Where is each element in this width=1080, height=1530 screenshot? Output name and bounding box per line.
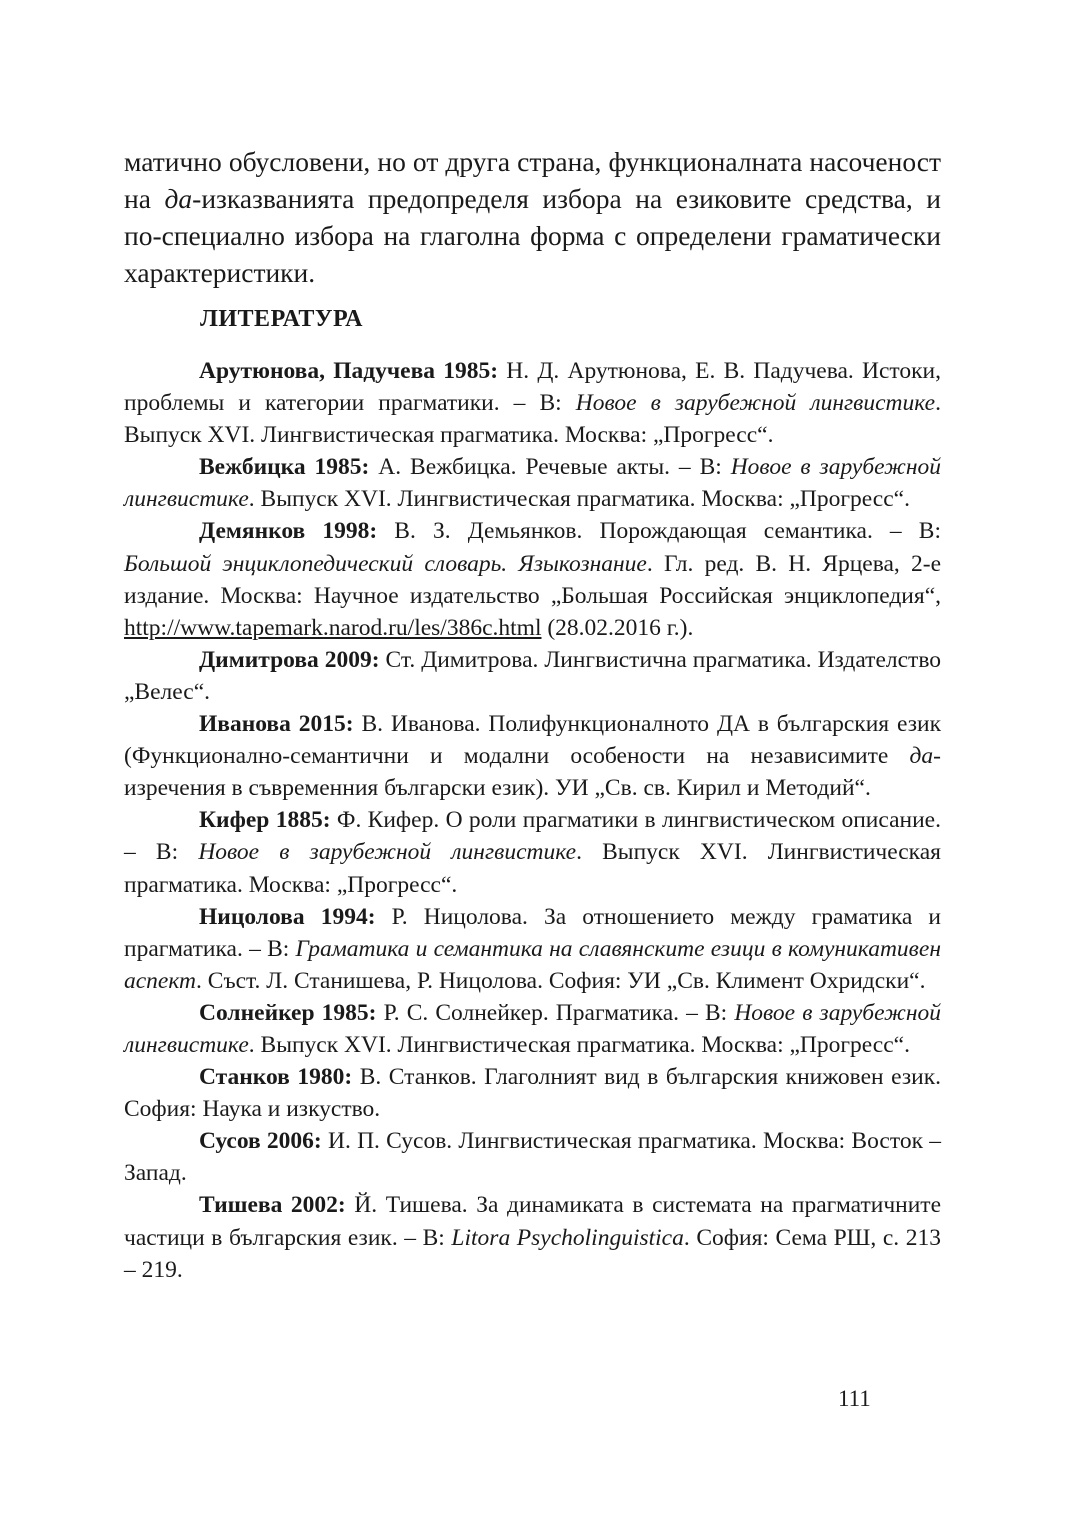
reference-dimitrova: Димитрова 2009: Ст. Димитрова. Лингвистична прагматика. Издателство „Велес“. — [124, 646, 941, 705]
reference-vezhbitska: Вежбицка 1985: А. Вежбицка. Речевые акты. – В: Новое в зарубежной лингвистике. Выпуск XVI. Лингвистическая прагматика. Москва: „Прогресс“. — [124, 454, 941, 513]
reference-author: Станков 1980: — [199, 1064, 353, 1091]
reference-tisheva: Тишева 2002: Й. Тишева. За динамиката в системата на прагматичните частици в българския език. – В: Litora Psycholinguistica. София: Сема РШ, с. 213 – 219. — [124, 1192, 941, 1283]
reference-author: Кифер 1885: — [199, 807, 331, 834]
intro-line-1: матично обусловени, но от друга страна, функционалната насоченост — [124, 146, 941, 177]
reference-author: Ницолова 1994: — [199, 903, 376, 930]
intro-line-4: характеристики. — [124, 257, 316, 288]
reference-kifer: Кифер 1885: Ф. Кифер. О роли прагматики в лингвистическом описание. – В: Новое в зарубежной лингвистике. Выпуск XVI. Лингвистическая прагматика. Москва: „Прогресс“. — [124, 807, 941, 898]
reference-susov: Сусов 2006: И. П. Сусов. Лингвистическая прагматика. Москва: Восток – Запад. — [124, 1128, 941, 1187]
reference-author: Иванова 2015: — [199, 711, 354, 738]
reference-stankov: Станков 1980: В. Станков. Глаголният вид в българския книжовен език. София: Наука и изкуство. — [124, 1064, 941, 1123]
reference-author: Сусов 2006: — [199, 1128, 322, 1155]
reference-ivanova: Иванова 2015: В. Иванова. Полифункционалното ДА в българския език (Функционално-семантични и модални особености на независимите да-изречения в съвременния български език). УИ „Св. св. Кирил и Методий“. — [124, 711, 941, 802]
intro-italic-da: да — [164, 183, 193, 214]
reference-author: Солнейкер 1985: — [199, 999, 377, 1026]
reference-link[interactable]: http://www.tapemark.narod.ru/les/386c.html — [124, 614, 542, 641]
section-heading: ЛИТЕРАТУРА — [200, 306, 363, 332]
reference-author: Демянков 1998: — [199, 518, 378, 545]
intro-line-2: на да-изказванията предопределя избора на езиковите средства, и — [124, 183, 941, 214]
intro-paragraph — [124, 143, 941, 291]
reference-arutyunova: Арутюнова, Падучева 1985: Н. Д. Арутюнова, Е. В. Падучева. Истоки, проблемы и категории прагматики. – В: Новое в зарубежной лингвистике. Выпуск XVI. Лингвистическая прагматика. Москва: „Прогресс“. — [124, 358, 941, 449]
reference-author: Димитрова 2009: — [199, 646, 380, 673]
reference-list — [124, 355, 941, 1286]
intro-line-3: по-специално избора на глаголна форма с определени граматически — [124, 220, 941, 251]
reference-demyankov: Демянков 1998: В. З. Демьянков. Порождающая семантика. – В: Большой энциклопедический словарь. Языкознание. Гл. ред. В. Н. Ярцева, 2-е издание. Москва: Научное издательство „Большая Российская энциклопедия“, http://www.tapemark.narod.ru/les/386c.html (28.02.2016 г.). — [124, 518, 941, 641]
reference-nitsolova: Ницолова 1994: Р. Ницолова. За отношението между граматика и прагматика. – В: Граматика и семантика на славянските езици в комуникативен аспект. Съст. Л. Станишева, Р. Ницолова. София: УИ „Св. Климент Охридски“. — [124, 903, 941, 994]
page-number: 111 — [838, 1386, 871, 1411]
reference-solneiker: Солнейкер 1985: Р. С. Солнейкер. Прагматика. – В: Новое в зарубежной лингвистике. Выпуск XVI. Лингвистическая прагматика. Москва: „Прогресс“. — [124, 999, 941, 1058]
reference-author: Вежбицка 1985: — [199, 454, 370, 481]
reference-author: Тишева 2002: — [199, 1192, 346, 1219]
reference-author: Арутюнова, Падучева 1985: — [199, 358, 499, 384]
